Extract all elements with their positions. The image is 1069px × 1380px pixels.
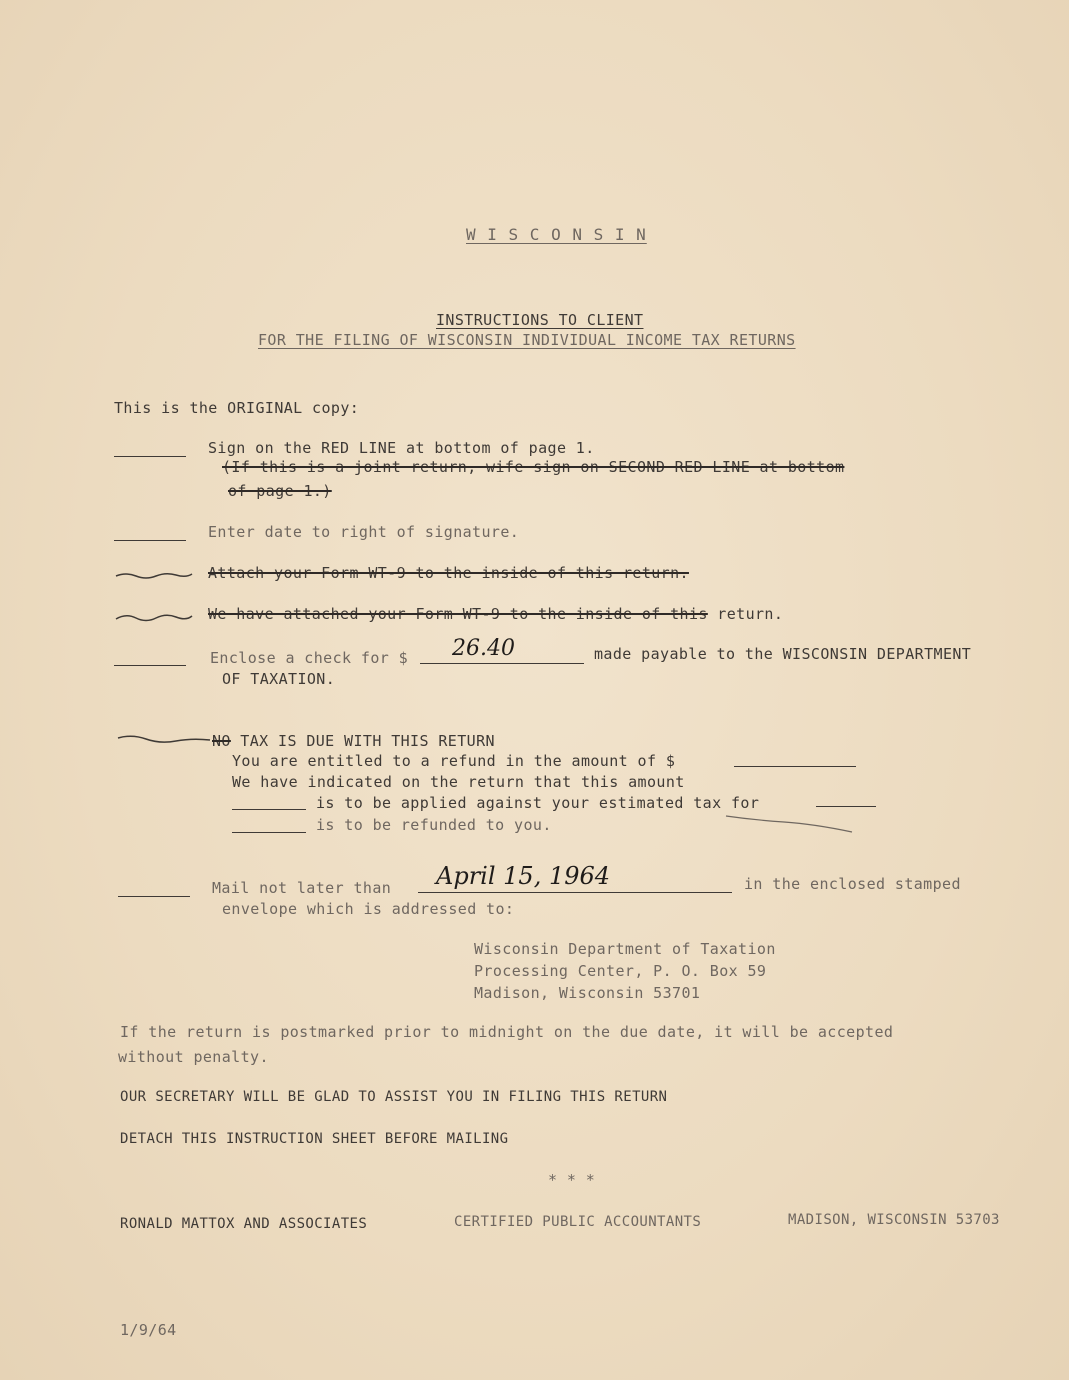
postmark-note-line1: If the return is postmarked prior to midnight on the due date, it will be accepted: [120, 1023, 894, 1041]
attached-form-instruction: [208, 605, 783, 623]
attach-form-instruction: Attach your Form WT-9 to the inside of this return.: [208, 564, 689, 582]
attached-form-struck: We have attached your Form WT-9 to the inside of this: [208, 605, 708, 623]
joint-return-note-line1: (If this is a joint return, wife sign on SECOND RED LINE at bottom: [222, 458, 845, 476]
date-instruction: Enter date to right of signature.: [208, 523, 520, 541]
state-heading: W I S C O N S I N: [466, 225, 647, 244]
applied-checkbox-line: [232, 809, 306, 810]
refund-line-4: is to be refunded to you.: [316, 816, 552, 834]
no-tax-heading: [212, 732, 495, 750]
no-tax-struck: NO: [212, 732, 231, 750]
refund-amount-line: [734, 766, 856, 767]
refunded-checkbox-line: [232, 832, 306, 833]
check-amount-line: [420, 663, 584, 664]
attached-form-rest: return.: [707, 605, 784, 623]
address-line-3: Madison, Wisconsin 53701: [474, 984, 701, 1002]
document-date: 1/9/64: [120, 1321, 177, 1339]
joint-return-note-line2: of page 1.): [228, 482, 332, 500]
squiggle-mark-attached: [114, 610, 194, 624]
mail-instruction-tail: in the enclosed stamped: [744, 875, 961, 893]
detach-note: DETACH THIS INSTRUCTION SHEET BEFORE MAILING: [120, 1131, 509, 1147]
mail-instruction-line2: envelope which is addressed to:: [222, 900, 515, 918]
checkbox-line-date: [114, 540, 186, 541]
postmark-note-line2: without penalty.: [118, 1048, 269, 1066]
address-line-2: Processing Center, P. O. Box 59: [474, 962, 767, 980]
address-line-1: Wisconsin Department of Taxation: [474, 940, 776, 958]
mail-label: Mail not later than: [212, 879, 392, 897]
title-line-2: FOR THE FILING OF WISCONSIN INDIVIDUAL INCOME TAX RETURNS: [258, 331, 796, 349]
squiggle-mark-no-tax: [116, 732, 212, 748]
squiggle-mark-attach: [114, 568, 194, 582]
refund-line-3: is to be applied against your estimated tax for: [316, 794, 760, 812]
section-stars: * * *: [548, 1171, 596, 1189]
firm-name: RONALD MATTOX AND ASSOCIATES: [120, 1216, 368, 1232]
firm-profession: CERTIFIED PUBLIC ACCOUNTANTS: [454, 1214, 702, 1230]
title-line-1: INSTRUCTIONS TO CLIENT: [436, 311, 644, 329]
refund-line-1: You are entitled to a refund in the amount of $: [232, 752, 676, 770]
squiggle-mark-estimated: [724, 812, 854, 836]
enclose-check-label: Enclose a check for $: [210, 649, 409, 667]
enclose-check-payee: made payable to the WISCONSIN DEPARTMENT: [594, 645, 972, 663]
secretary-note: OUR SECRETARY WILL BE GLAD TO ASSIST YOU IN FILING THIS RETURN: [120, 1089, 668, 1105]
estimated-tax-year-line: [816, 806, 876, 807]
refund-line-2: We have indicated on the return that this amount: [232, 773, 685, 791]
sign-instruction: Sign on the RED LINE at bottom of page 1.: [208, 439, 595, 457]
intro-text: This is the ORIGINAL copy:: [114, 399, 360, 417]
checkbox-line-enclose: [114, 665, 186, 666]
firm-location: MADISON, WISCONSIN 53703: [788, 1212, 1000, 1228]
mail-date-handwritten: April 15, 1964: [436, 862, 611, 890]
checkbox-line-sign: [114, 456, 186, 457]
enclose-check-payee-line2: OF TAXATION.: [222, 670, 336, 688]
check-amount-handwritten: 26.40: [452, 636, 515, 661]
mail-date-line: [418, 892, 732, 893]
no-tax-rest: TAX IS DUE WITH THIS RETURN: [230, 732, 495, 750]
checkbox-line-mail: [118, 896, 190, 897]
